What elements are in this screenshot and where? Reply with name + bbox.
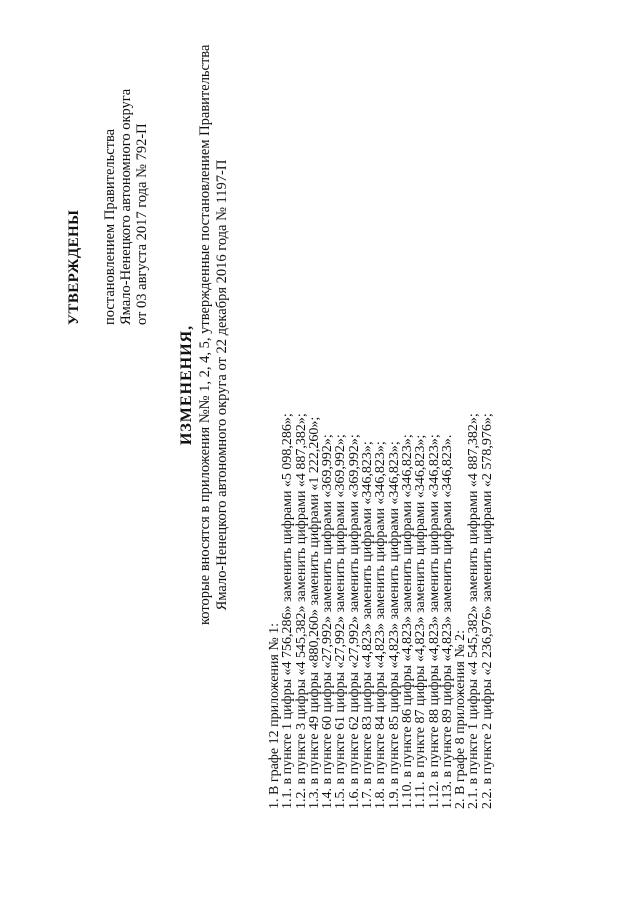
amendment-list xyxy=(268,249,494,809)
approval-line: от 03 августа 2017 года № 792-П xyxy=(134,123,150,325)
amendment-item: 1.7. в пункте 83 цифры «4,823» заменить цифрами «346,823»; xyxy=(360,441,376,809)
amendment-item: 1.6. в пункте 62 цифры «27,992» заменить цифрами «369,992»; xyxy=(346,434,362,809)
document-subtitle-line: Ямало-Ненецкого автономного округа от 22 декабря 2016 года № 1197-П xyxy=(214,159,230,611)
amendment-item: 2. В графе 8 приложения № 2: xyxy=(453,629,469,809)
amendment-item: 2.2. в пункте 2 цифры «2 236,976» заменить цифрами «2 578,976»; xyxy=(479,413,495,809)
amendment-item: 1.1. в пункте 1 цифры «4 756,286» заменить цифрами «5 098,286»; xyxy=(280,413,296,809)
amendment-item: 1.12. в пункте 88 цифры «4,823» заменить цифрами «346,823»; xyxy=(426,434,442,809)
amendment-item: 2.1. в пункте 1 цифры «4 545,382» заменить цифрами «4 887,382»; xyxy=(466,413,482,809)
approval-heading: УТВЕРЖДЕНЫ xyxy=(66,209,82,325)
amendment-item: 1.13. в пункте 89 цифры «4,823» заменить цифрами «346,823». xyxy=(439,434,455,809)
amendment-item: 1.3. в пункте 49 цифры «880,260» заменить цифрами «1 222,260»; xyxy=(306,416,322,809)
approval-line: Ямало-Ненецкого автономного округа xyxy=(118,88,134,325)
document-title: ИЗМЕНЕНИЯ, xyxy=(178,324,195,446)
amendment-item: 1. В графе 12 приложения № 1: xyxy=(267,622,282,809)
document-heading xyxy=(178,44,231,625)
amendment-item: 1.8. в пункте 84 цифры «4,823» заменить цифрами «346,823»; xyxy=(373,441,389,809)
document-subtitle-line: которые вносятся в приложения №№ 1, 2, 4, 5, утвержденные постановлением Правительства xyxy=(197,44,213,625)
amendment-item: 1.11. в пункте 87 цифры «4,823» заменить цифрами «346,823»; xyxy=(413,434,429,809)
amendment-item: 1.10. в пункте 86 цифры «4,823» заменить цифрами «346,823»; xyxy=(399,434,415,809)
amendment-item: 1.9. в пункте 85 цифры «4,823» заменить цифрами «346,823»; xyxy=(386,441,402,809)
approval-line: постановлением Правительства xyxy=(102,128,118,325)
amendment-item: 1.5. в пункте 61 цифры «27,992» заменить цифрами «369,992»; xyxy=(333,434,349,809)
approval-block xyxy=(66,5,150,325)
amendment-item: 1.2. в пункте 3 цифры «4 545,382» заменить цифрами «4 887,382»; xyxy=(293,413,309,809)
amendment-item: 1.4. в пункте 60 цифры «27,992» заменить цифрами «369,992»; xyxy=(320,434,336,809)
